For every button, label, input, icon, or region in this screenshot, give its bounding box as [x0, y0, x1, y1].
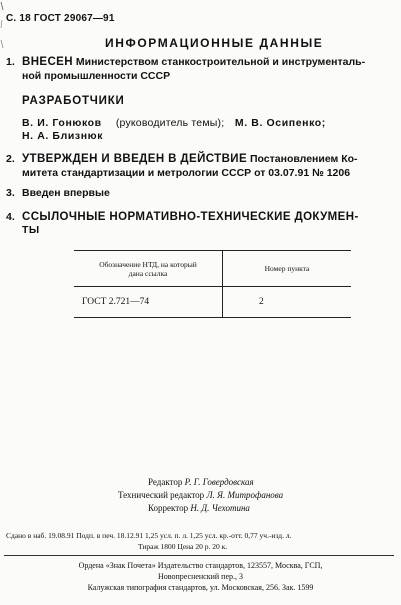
section-caption: ССЫЛОЧНЫЕ НОРМАТИВНО-ТЕХНИЧЕСКИЕ ДОКУМЕН- [22, 211, 359, 223]
developer-name: В. И. Гонюков [22, 117, 102, 129]
section-number: 3. [6, 187, 15, 199]
section-caption: ВНЕСЕН [22, 56, 73, 68]
tech-editor-line: Технический редактор Л. Я. Митрофанова [118, 490, 284, 500]
developer-name: М. В. Осипенко; [234, 117, 326, 129]
document-title: ИНФОРМАЦИОННЫЕ ДАННЫЕ [105, 36, 324, 50]
table-header-cell: Обозначение НТД, на который дана ссылка [74, 251, 223, 287]
section-1-line2: ной промышленности СССР [22, 70, 171, 82]
footer-divider [4, 555, 394, 556]
developers-line1 [22, 117, 326, 129]
section-caption: УТВЕРЖДЕН И ВВЕДЕН В ДЕЙСТВИЕ [22, 153, 248, 165]
imprint-line2: Тираж 1800 Цена 20 р. 20 к. [138, 542, 228, 551]
section-4-line2: ТЫ [22, 224, 40, 236]
developers-heading: РАЗРАБОТЧИКИ [22, 95, 125, 107]
section-text: Министерством станкостроительной и инструменталь- [72, 56, 366, 68]
table-cell: ГОСТ 2.721—74 [74, 287, 223, 318]
proofreader-line: Корректор Н. Д. Чехотина [148, 503, 250, 513]
editor-line: Редактор Р. Г. Говердовская [148, 477, 254, 487]
section-1-line1 [6, 56, 365, 69]
references-table [74, 250, 351, 318]
publisher-line1: Ордена «Знак Почета» Издательство стандартов, 123557, Москва, ГСП, [78, 561, 323, 570]
section-2-line2: митета стандартизации и метрологии СССР от 03.07.91 № 1206 [22, 167, 351, 179]
section-number: 1. [6, 56, 15, 68]
page-header: С. 18 ГОСТ 29067—91 [6, 13, 115, 24]
table-header-cell: Номер пункта [223, 251, 352, 287]
section-3-line1 [6, 187, 110, 200]
scan-edge-marks [0, 0, 5, 60]
imprint-line1: Сдано в наб. 19.08.91 Подп. в печ. 18.12.91 1,25 усл. п. л. 1,25 усл. кр.-отт. 0,77 уч.-изд. л. [6, 531, 292, 540]
table-cell: 2 [223, 287, 352, 318]
section-text: Введен впервые [22, 187, 110, 199]
section-2-line1 [6, 153, 358, 166]
developer-name: Н. А. Близнюк [22, 130, 104, 142]
section-number: 2. [6, 153, 15, 165]
table-row [74, 287, 351, 318]
section-4-line1 [6, 211, 359, 224]
publisher-line2: Новопресненский пер., 3 [157, 572, 244, 581]
developer-role: (руководитель темы); [115, 117, 225, 129]
printer-line: Калужская типография стандартов, ул. Московская, 256. Зак. 1599 [87, 583, 314, 592]
table-header-row [74, 251, 351, 287]
section-text: Постановлением Ко- [247, 153, 358, 165]
section-number: 4. [6, 211, 15, 223]
